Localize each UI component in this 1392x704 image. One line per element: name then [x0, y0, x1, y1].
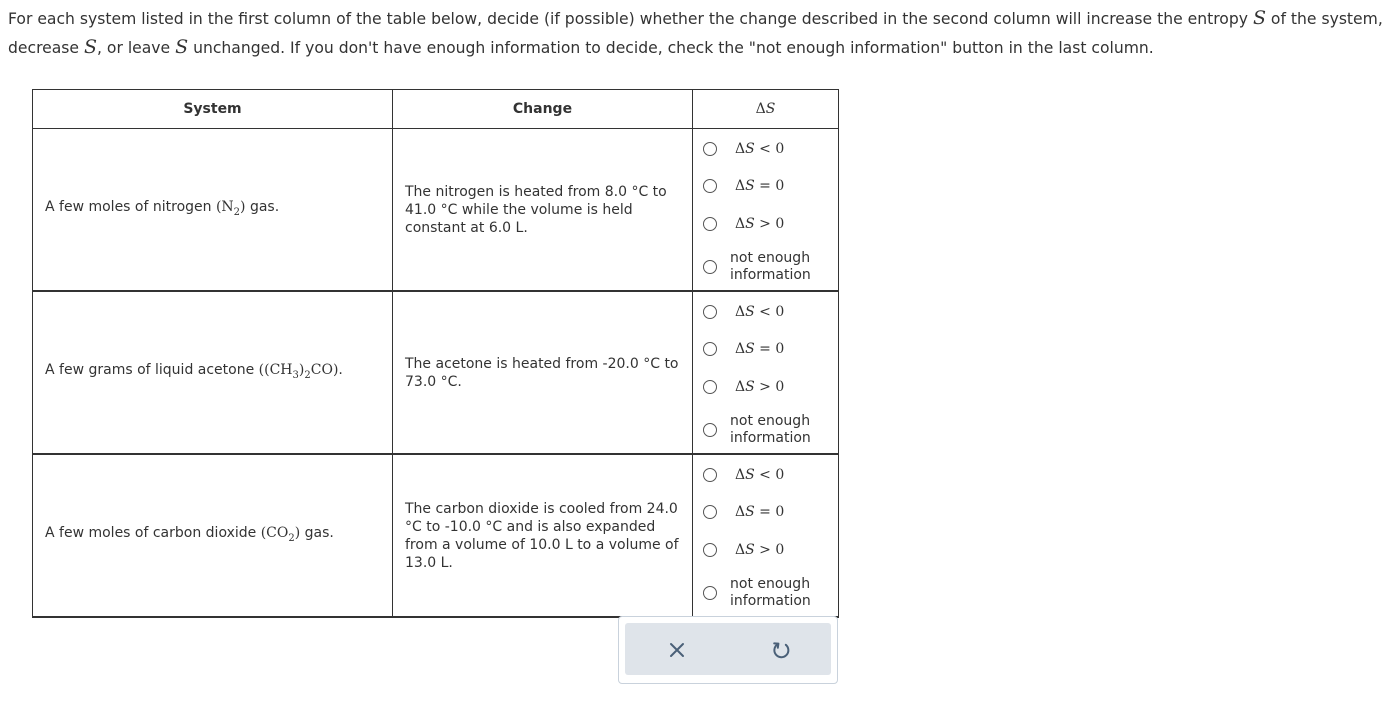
option-ds-negative[interactable]: ΔS < 0 [693, 139, 838, 159]
header-row [33, 90, 839, 129]
options-cell [693, 129, 839, 292]
table-row [33, 454, 839, 617]
answer-action-bar [618, 616, 838, 684]
radio-button[interactable] [703, 543, 717, 557]
radio-button[interactable] [703, 423, 717, 437]
system-cell: A few grams of liquid acetone $((CH_3)_2CO)$. [33, 291, 393, 454]
option-ds-negative[interactable]: ΔS < 0 [693, 302, 838, 322]
option-not-enough-info[interactable]: not enough information [693, 575, 838, 611]
option-ds-zero[interactable]: ΔS = 0 [693, 176, 838, 196]
action-bar-inner [625, 623, 831, 675]
reset-button[interactable] [729, 623, 833, 677]
radio-button[interactable] [703, 179, 717, 193]
options-cell [693, 454, 839, 617]
table-row [33, 129, 839, 292]
change-cell: The carbon dioxide is cooled from 24.0 °C to -10.0 °C and is also expanded from a volume of 10.0 L to a volume of 13.0 L. [393, 454, 693, 617]
table-row [33, 291, 839, 454]
header-change: Change [393, 90, 693, 129]
radio-button[interactable] [703, 305, 717, 319]
radio-button[interactable] [703, 468, 717, 482]
option-ds-zero[interactable]: ΔS = 0 [693, 339, 838, 359]
option-ds-negative[interactable]: ΔS < 0 [693, 465, 838, 485]
header-system: System [33, 90, 393, 129]
system-cell: A few moles of carbon dioxide $(CO_2)$ gas. [33, 454, 393, 617]
radio-button[interactable] [703, 342, 717, 356]
option-not-enough-info[interactable]: not enough information [693, 412, 838, 448]
radio-button[interactable] [703, 380, 717, 394]
option-not-enough-info[interactable]: not enough information [693, 249, 838, 285]
radio-button[interactable] [703, 142, 717, 156]
entropy-table [32, 89, 839, 618]
clear-button[interactable] [625, 623, 729, 677]
radio-button[interactable] [703, 505, 717, 519]
radio-button[interactable] [703, 260, 717, 274]
option-ds-positive[interactable]: ΔS > 0 [693, 540, 838, 560]
option-ds-positive[interactable]: ΔS > 0 [693, 377, 838, 397]
radio-button[interactable] [703, 217, 717, 231]
undo-icon [771, 640, 791, 660]
option-ds-zero[interactable]: ΔS = 0 [693, 502, 838, 522]
change-cell: The acetone is heated from -20.0 °C to 73.0 °C. [393, 291, 693, 454]
instructions: For each system listed in the first column of the table below, decide (if possible) whether the change described in the second column will increase the entropy S of the system, decrease S, or leave S unchanged. If you don't have enough information to decide, check the "not enough information" button in the last column. [8, 7, 1383, 58]
change-cell: The nitrogen is heated from 8.0 °C to 41.0 °C while the volume is held constant at 6.0 L. [393, 129, 693, 292]
option-ds-positive[interactable]: ΔS > 0 [693, 214, 838, 234]
radio-button[interactable] [703, 586, 717, 600]
options-cell [693, 291, 839, 454]
system-cell: A few moles of nitrogen $(N_2)$ gas. [33, 129, 393, 292]
header-delta-s: ΔS [693, 90, 839, 129]
close-icon [668, 641, 686, 659]
